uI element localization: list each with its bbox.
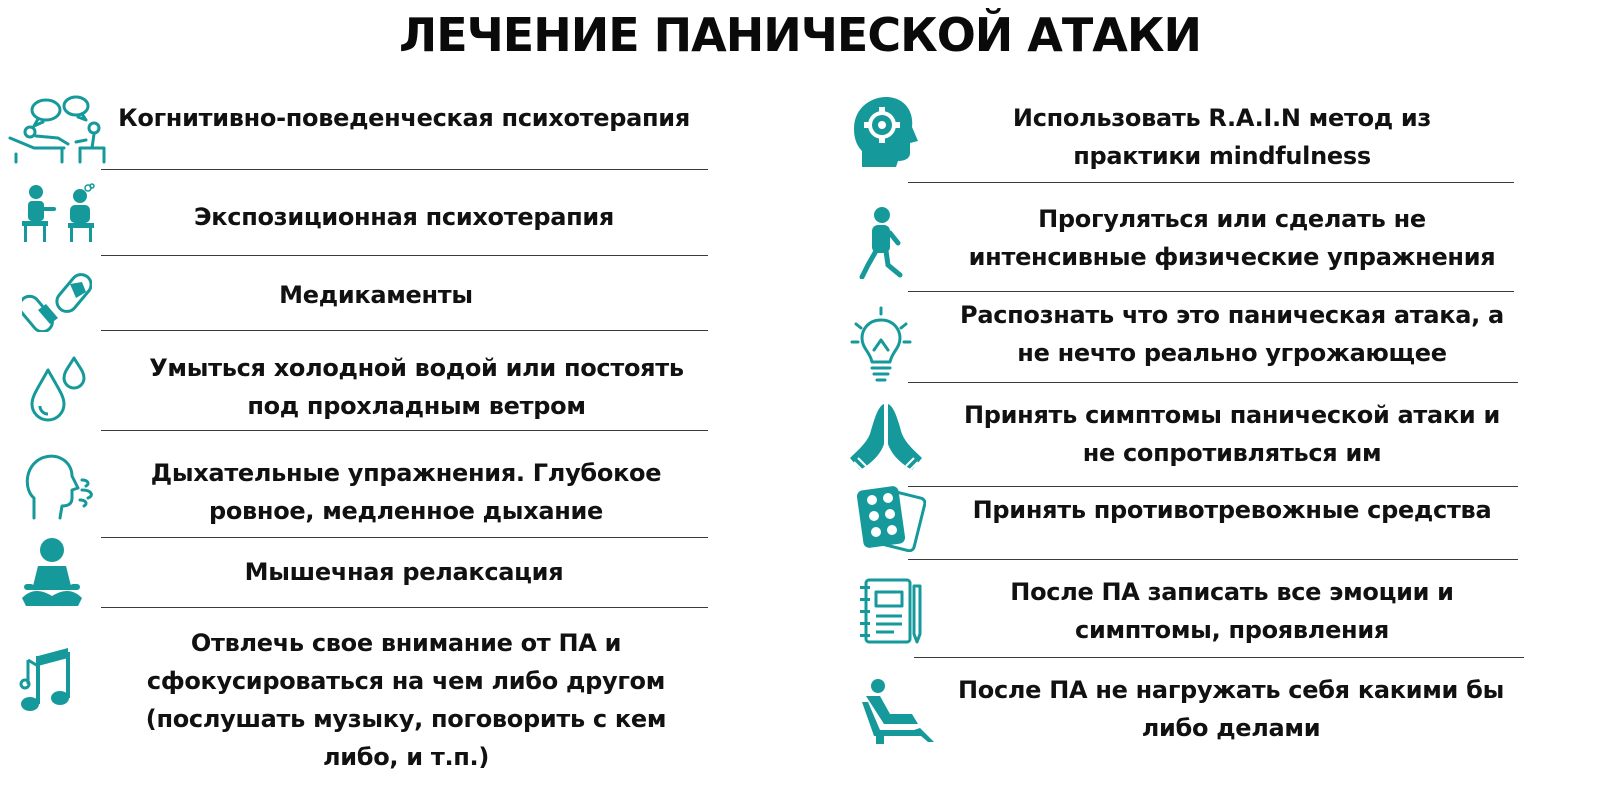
divider [101, 430, 708, 431]
left-item-3-text: Медикаменты [279, 281, 473, 309]
right-item-7-text: После ПА не нагружать себя какими бы либо делами [958, 676, 1504, 742]
divider [908, 291, 1514, 292]
music-notes-icon [18, 644, 84, 716]
right-item-5-text: Принять противотревожные средства [972, 496, 1492, 524]
page-title: ЛЕЧЕНИЕ ПАНИЧЕСКОЙ АТАКИ [398, 8, 1201, 62]
divider [908, 486, 1518, 487]
left-item-6-text: Мышечная релаксация [244, 558, 564, 586]
divider [101, 537, 708, 538]
divider [101, 169, 708, 170]
pill-blister-icon [856, 484, 926, 552]
meditation-icon [20, 536, 84, 608]
divider [101, 255, 708, 256]
right-item-1-text: Использовать R.A.I.N метод из практики mindfulness [1012, 104, 1432, 170]
right-item-3-text: Распознать что это паническая атака, а не нечто реально угрожающее [960, 301, 1504, 367]
left-item-7-text: Отвлечь свое внимание от ПА и сфокусироваться на чем либо другом (послушать музыку, поговорить с кем либо, и т.п.) [145, 629, 667, 771]
right-item-4-text: Принять симптомы панической атаки и не сопротивляться им [963, 401, 1501, 467]
notebook-pencil-icon [858, 576, 932, 646]
left-item-2-text: Экспозиционная психотерапия [193, 203, 615, 231]
divider [908, 382, 1518, 383]
divider [908, 559, 1518, 560]
left-item-5-text: Дыхательные упражнения. Глубокое ровное, медленное дыхание [150, 459, 662, 525]
divider [914, 657, 1524, 658]
mind-gear-icon [848, 95, 918, 167]
breathing-head-icon [22, 452, 98, 520]
praying-hands-icon [846, 400, 926, 472]
right-item-2-text: Прогуляться или сделать не интенсивные физические упражнения [968, 205, 1496, 271]
divider [101, 330, 708, 331]
therapy-session-icon [6, 94, 110, 164]
water-drops-icon [28, 356, 88, 422]
right-item-6-text: После ПА записать все эмоции и симптомы, проявления [1010, 578, 1454, 644]
resting-chair-icon [860, 678, 938, 744]
therapist-patient-icon [18, 183, 100, 243]
walking-person-icon [858, 205, 906, 279]
lightbulb-icon [850, 306, 912, 382]
divider [908, 182, 1514, 183]
left-item-1-text: Когнитивно-поведенческая психотерапия [118, 104, 690, 132]
left-item-4-text: Умыться холодной водой или постоять под прохладным ветром [149, 354, 684, 420]
divider [101, 607, 708, 608]
